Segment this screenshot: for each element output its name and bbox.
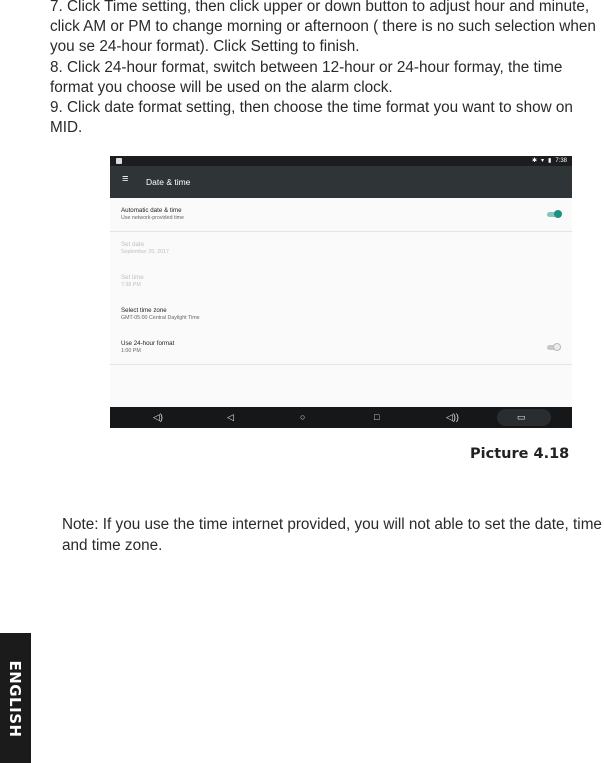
setting-subtitle: 7:38 PM — [121, 282, 141, 288]
app-bar — [110, 166, 572, 198]
setting-title: Select time zone — [121, 307, 167, 314]
volume-down-icon[interactable]: ◁) — [153, 412, 163, 422]
back-icon[interactable]: ◁ — [227, 412, 234, 422]
home-icon[interactable]: ○ — [300, 412, 306, 422]
setting-title: Automatic date & time — [121, 207, 182, 214]
hamburger-menu-icon[interactable]: ≡ — [122, 173, 129, 185]
setting-set-date — [110, 232, 572, 266]
navigation-bar — [110, 407, 572, 428]
setting-title: Set date — [121, 241, 145, 248]
setting-automatic-date-time[interactable] — [110, 198, 572, 232]
instruction-step-7: 7. Click Time setting, then click upper or down button to adjust hour and minute, click AM or PM to change morning or afternoon ( there is no such selection when you se 24-hour format). Click Setting to finish. — [50, 0, 596, 55]
status-time: 7:38 — [555, 158, 567, 164]
figure-caption: Picture 4.18 — [470, 446, 570, 462]
language-tab — [0, 633, 31, 763]
setting-use-24-hour-format[interactable] — [110, 331, 572, 365]
note-text: Note: If you use the time internet provided, you will not able to set the date, time and time zone. — [62, 516, 602, 554]
recents-icon[interactable]: □ — [374, 412, 380, 422]
date-time-settings-screenshot — [110, 156, 572, 428]
instruction-step-9: 9. Click date format setting, then choose the time format you want to show on MID. — [50, 99, 573, 136]
notification-icon — [116, 158, 122, 164]
battery-icon: ▮ — [548, 158, 552, 164]
setting-select-time-zone[interactable] — [110, 298, 572, 332]
volume-up-icon[interactable]: ◁)) — [446, 412, 459, 422]
setting-subtitle: September 20, 2017 — [121, 249, 170, 255]
screenshot-icon[interactable]: ▭ — [517, 412, 526, 422]
setting-subtitle: 1:00 PM — [121, 348, 141, 354]
wifi-icon: ▾ — [540, 158, 544, 164]
setting-subtitle: GMT-05:00 Central Daylight Time — [121, 315, 200, 321]
setting-title: Use 24-hour format — [121, 340, 175, 347]
setting-title: Set time — [121, 274, 144, 281]
language-label: ENGLISH — [6, 660, 24, 738]
use-24-hour-format-toggle[interactable] — [547, 343, 561, 351]
automatic-date-time-toggle[interactable] — [547, 210, 561, 218]
status-bar — [110, 156, 572, 166]
app-bar-title: Date & time — [146, 177, 191, 187]
bluetooth-icon: ✱ — [531, 158, 537, 164]
setting-subtitle: Use network-provided time — [121, 215, 184, 221]
instruction-step-8: 8. Click 24-hour format, switch between 12-hour or 24-hour formay, the time format you choose will be used on the alarm clock. — [50, 59, 563, 96]
setting-set-time — [110, 265, 572, 299]
